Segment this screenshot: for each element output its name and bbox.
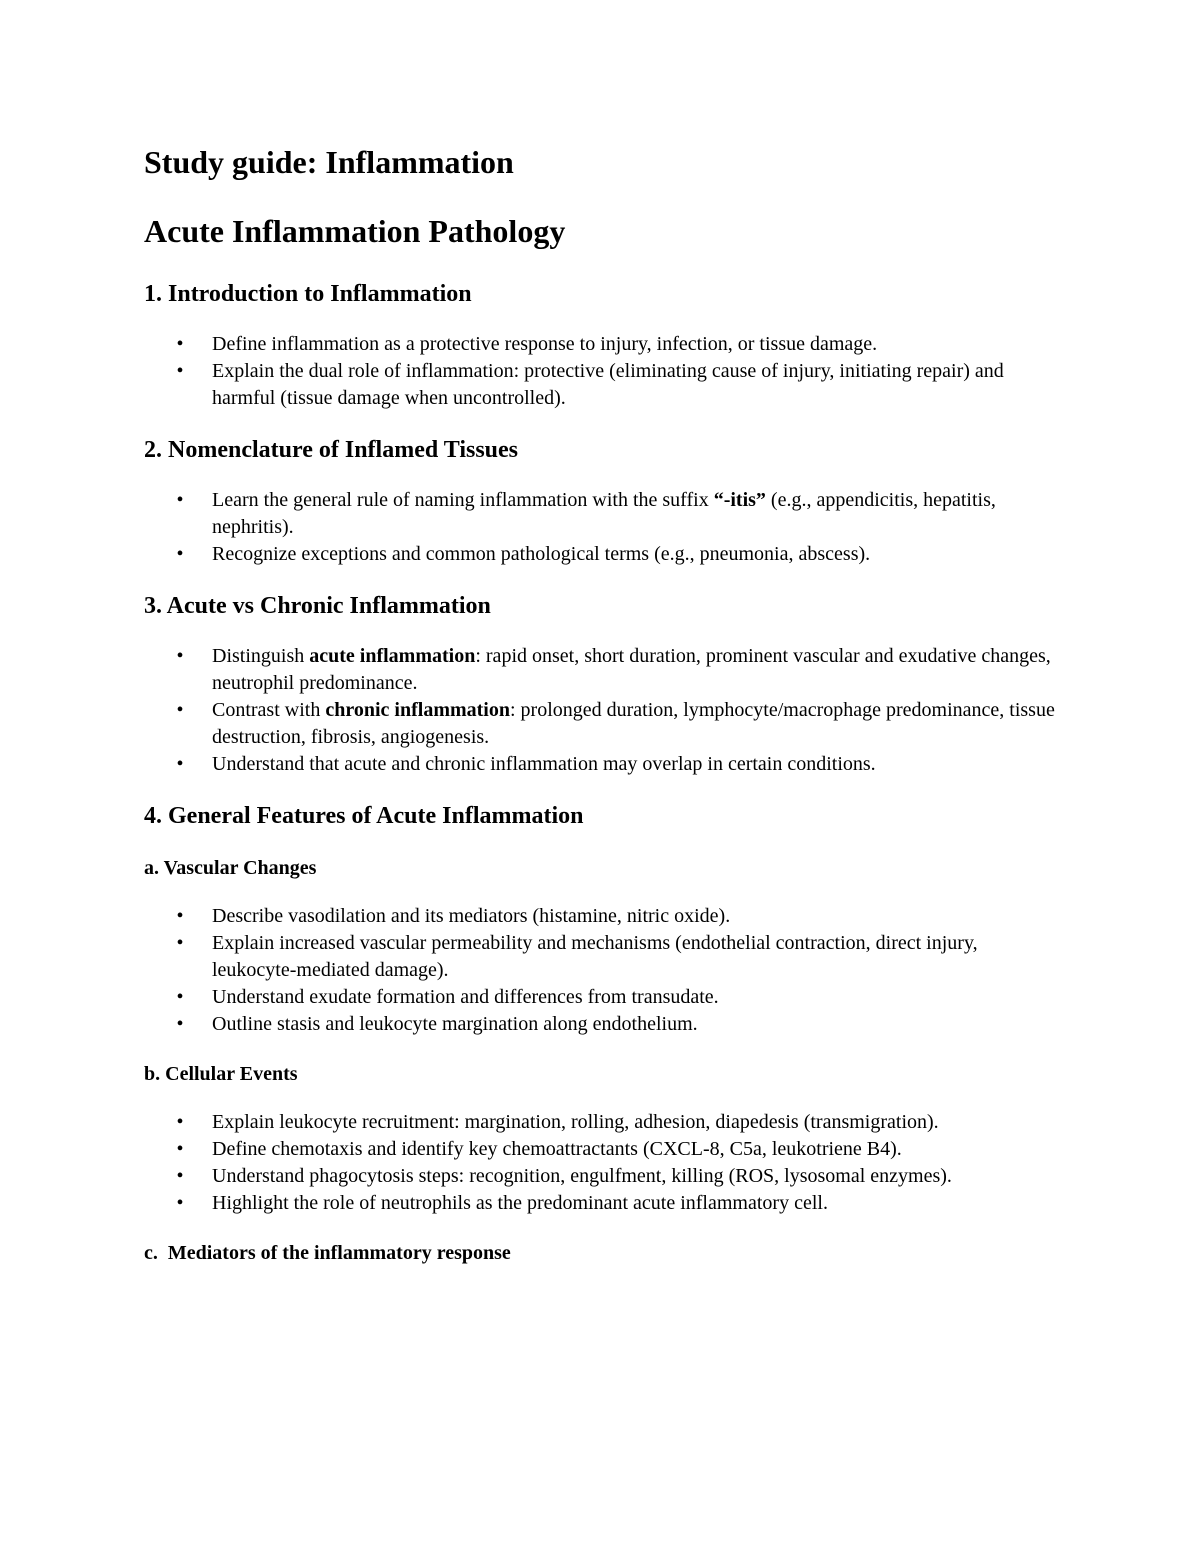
- bullet-list: [144, 903, 1064, 1038]
- list-item: • Define chemotaxis and identify key chemoattractants (CXCL-8, C5a, leukotriene B4).: [144, 1136, 1064, 1163]
- bullet-icon: •: [176, 543, 184, 565]
- bullet-icon: •: [176, 489, 184, 511]
- list-item: • Recognize exceptions and common pathological terms (e.g., pneumonia, abscess).: [144, 541, 1064, 568]
- bullet-icon: •: [176, 1111, 184, 1133]
- list-item: • Understand that acute and chronic inflammation may overlap in certain conditions.: [144, 751, 1064, 778]
- bold-term: chronic inflammation: [325, 699, 510, 721]
- list-item: • Describe vasodilation and its mediators (histamine, nitric oxide).: [144, 903, 1064, 930]
- bullet-icon: •: [176, 1165, 184, 1187]
- list-item: • Define inflammation as a protective response to injury, infection, or tissue damage.: [144, 331, 1064, 358]
- section-heading: 2. Nomenclature of Inflamed Tissues: [144, 437, 519, 463]
- bold-term: “-itis”: [713, 489, 766, 511]
- list-item: • Understand phagocytosis steps: recognition, engulfment, killing (ROS, lysosomal enzymes).: [144, 1163, 1064, 1190]
- list-item: • Distinguish acute inflammation: rapid onset, short duration, prominent vascular and exudative changes, neutrophil predominance.: [144, 643, 1064, 697]
- list-item: • Highlight the role of neutrophils as the predominant acute inflammatory cell.: [144, 1190, 1064, 1217]
- bullet-icon: •: [176, 645, 184, 667]
- bullet-icon: •: [176, 1013, 184, 1035]
- bullet-icon: •: [176, 1192, 184, 1214]
- bold-term: acute inflammation: [309, 645, 476, 667]
- list-item: • Explain the dual role of inflammation: protective (eliminating cause of injury, initiating repair) and harmful (tissue damage when uncontrolled).: [144, 358, 1064, 412]
- document-subtitle: Acute Inflammation Pathology: [144, 213, 566, 249]
- list-item: • Learn the general rule of naming inflammation with the suffix “-itis” (e.g., appendicitis, hepatitis, nephritis).: [144, 487, 1064, 541]
- section-heading: 4. General Features of Acute Inflammation: [144, 803, 584, 829]
- bullet-icon: •: [176, 1138, 184, 1160]
- section-heading: 3. Acute vs Chronic Inflammation: [144, 593, 491, 619]
- bullet-icon: •: [176, 905, 184, 927]
- bullet-icon: •: [176, 986, 184, 1008]
- list-item: • Outline stasis and leukocyte margination along endothelium.: [144, 1011, 1064, 1038]
- bullet-icon: •: [176, 360, 184, 382]
- list-item: • Explain increased vascular permeability and mechanisms (endothelial contraction, direct injury, leukocyte-mediated damage).: [144, 930, 1064, 984]
- bullet-icon: •: [176, 699, 184, 721]
- bullet-list: [144, 487, 1064, 568]
- list-item: • Explain leukocyte recruitment: margination, rolling, adhesion, diapedesis (transmigration).: [144, 1109, 1064, 1136]
- bullet-icon: •: [176, 753, 184, 775]
- section-heading: 1. Introduction to Inflammation: [144, 281, 472, 307]
- subsection-heading: a. Vascular Changes: [144, 857, 317, 879]
- subsection-heading: b. Cellular Events: [144, 1063, 298, 1085]
- bullet-list: [144, 331, 1064, 412]
- bullet-icon: •: [176, 333, 184, 355]
- bullet-icon: •: [176, 932, 184, 954]
- bullet-list: [144, 1109, 1064, 1217]
- document-content: [144, 138, 1064, 1268]
- subsection-heading: c. Mediators of the inflammatory response: [144, 1242, 511, 1264]
- list-item: • Contrast with chronic inflammation: prolonged duration, lymphocyte/macrophage predominance, tissue destruction, fibrosis, angiogenesis.: [144, 697, 1064, 751]
- bullet-list: [144, 643, 1064, 778]
- document-title: Study guide: Inflammation: [144, 144, 514, 180]
- list-item: • Understand exudate formation and differences from transudate.: [144, 984, 1064, 1011]
